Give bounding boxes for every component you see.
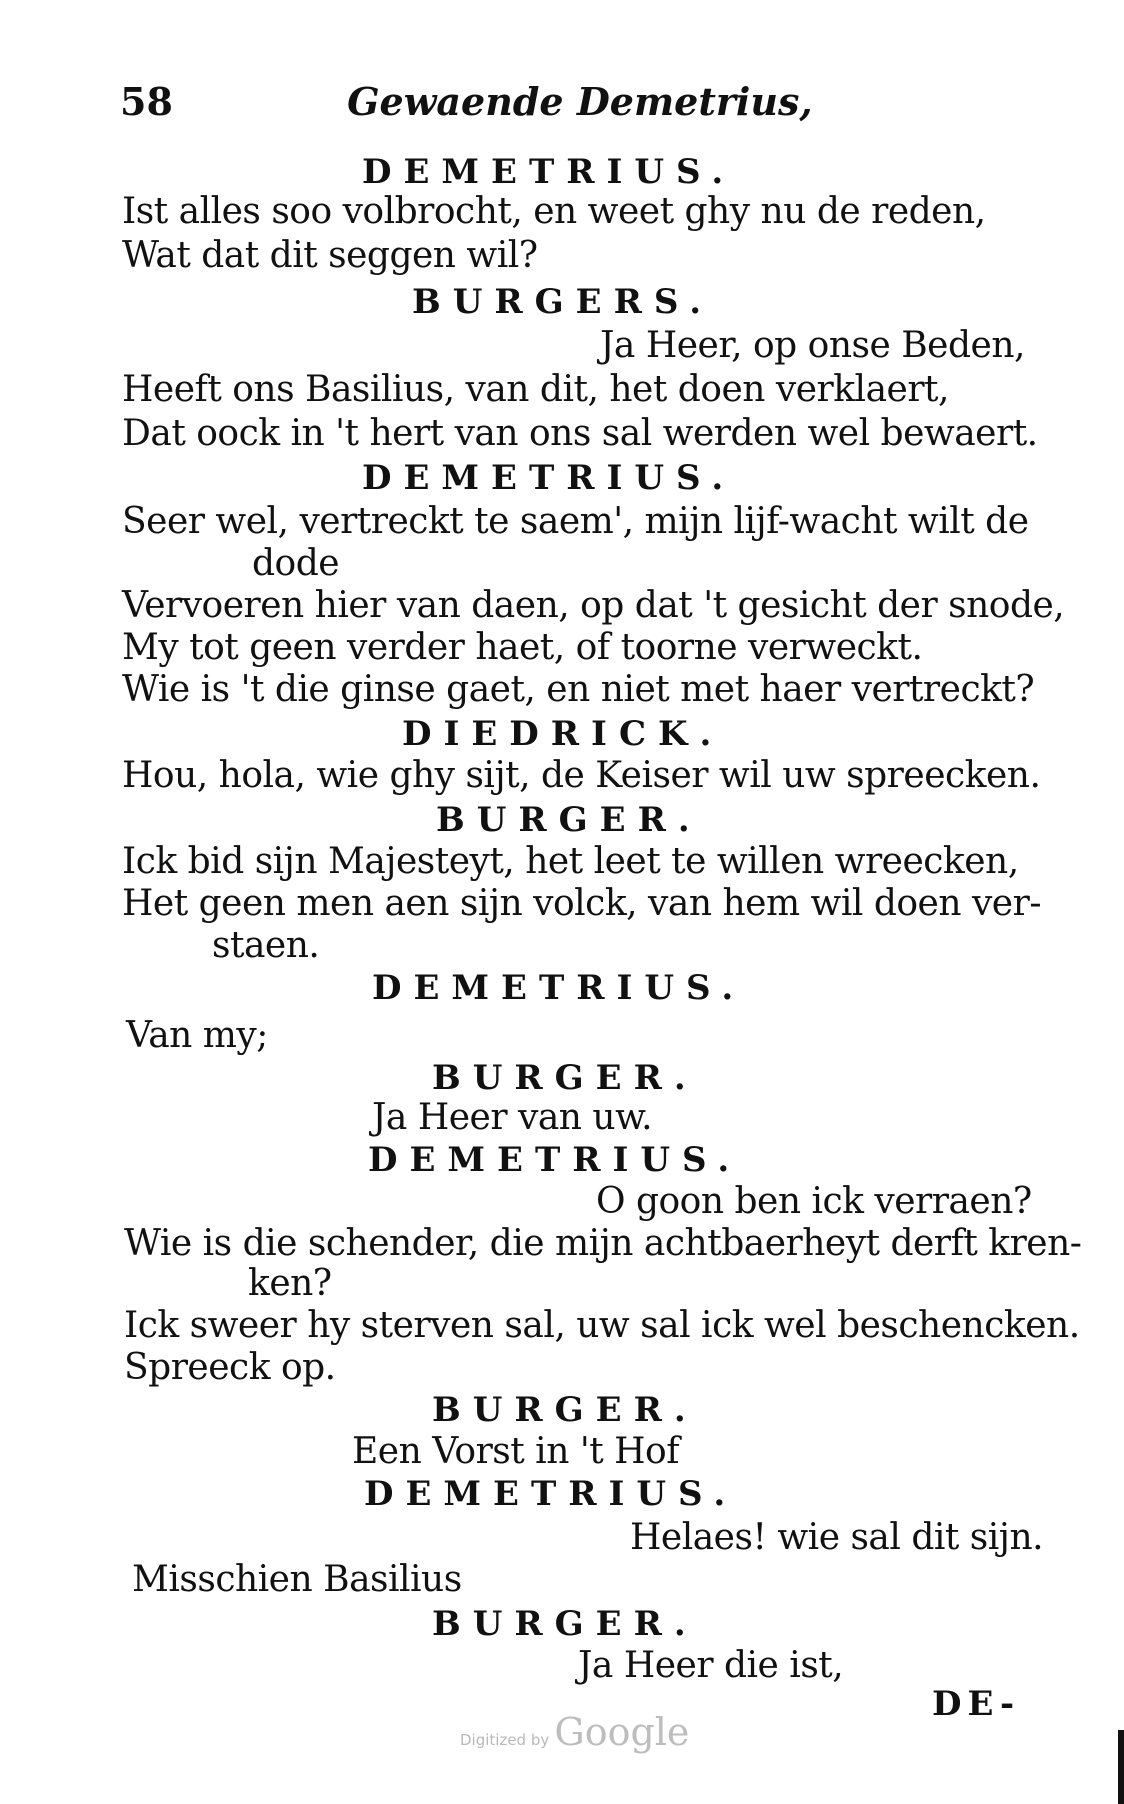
speaker-heading: BURGER. bbox=[432, 1058, 698, 1098]
verse-line: Ick bid sijn Majesteyt, het leet te willen wreecken, bbox=[122, 841, 1019, 882]
verse-line: Misschien Basilius bbox=[132, 1559, 462, 1600]
verse-line: Ja Heer van uw. bbox=[372, 1097, 653, 1138]
speaker-heading: BURGER. bbox=[436, 800, 702, 840]
verse-line: Helaes! wie sal dit sijn. bbox=[630, 1517, 1044, 1558]
verse-line: dode bbox=[252, 543, 340, 584]
verse-line: Vervoeren hier van daen, op dat 't gesicht der snode, bbox=[122, 585, 1065, 626]
speaker-heading: BURGER. bbox=[432, 1390, 698, 1430]
verse-line: My tot geen verder haet, of toorne verweckt. bbox=[122, 627, 923, 668]
verse-line: Van my; bbox=[126, 1015, 268, 1056]
google-logo: Google bbox=[554, 1710, 690, 1754]
speaker-heading: DEMETRIUS. bbox=[362, 458, 736, 498]
speaker-heading: DIEDRICK. bbox=[402, 714, 724, 754]
verse-line: Spreeck op. bbox=[124, 1347, 336, 1388]
verse-line: Ick sweer hy sterven sal, uw sal ick wel beschencken. bbox=[124, 1305, 1080, 1346]
verse-line: Hou, hola, wie ghy sijt, de Keiser wil uw spreecken. bbox=[122, 755, 1041, 796]
speaker-heading: DEMETRIUS. bbox=[364, 1474, 738, 1514]
speaker-heading: DEMETRIUS. bbox=[368, 1140, 742, 1180]
verse-line: Een Vorst in 't Hof bbox=[352, 1431, 680, 1472]
page-number: 58 bbox=[120, 79, 173, 124]
page-edge-mark bbox=[1118, 1730, 1124, 1804]
verse-line: Ja Heer, op onse Beden, bbox=[600, 325, 1025, 366]
speaker-heading: DEMETRIUS. bbox=[372, 968, 746, 1008]
verse-line: Dat oock in 't hert van ons sal werden wel bewaert. bbox=[122, 413, 1038, 454]
verse-line: Het geen men aen sijn volck, van hem wil doen ver- bbox=[122, 883, 1041, 924]
verse-line: Ja Heer die ist, bbox=[578, 1645, 844, 1686]
running-title: Gewaende Demetrius, bbox=[347, 79, 813, 124]
watermark-prefix: Digitized by bbox=[460, 1731, 550, 1749]
verse-line: Ist alles soo volbrocht, en weet ghy nu de reden, bbox=[122, 191, 986, 232]
verse-line: Wie is 't die ginse gaet, en niet met haer vertreckt? bbox=[122, 669, 1035, 710]
verse-line: Seer wel, vertreckt te saem', mijn lijf-wacht wilt de bbox=[122, 501, 1029, 542]
speaker-heading: BURGERS. bbox=[412, 282, 714, 322]
verse-line: Wat dat dit seggen wil? bbox=[122, 235, 538, 276]
page-header bbox=[120, 80, 813, 124]
speaker-heading: BURGER. bbox=[432, 1604, 698, 1644]
verse-line: staen. bbox=[212, 925, 320, 966]
digitized-watermark bbox=[460, 1710, 689, 1754]
speaker-heading: DEMETRIUS. bbox=[362, 152, 736, 192]
verse-line: ken? bbox=[248, 1263, 332, 1304]
verse-line: Wie is die schender, die mijn achtbaerheyt derft kren- bbox=[124, 1223, 1082, 1264]
catchword: DE- bbox=[932, 1684, 1021, 1724]
verse-line: Heeft ons Basilius, van dit, het doen verklaert, bbox=[122, 369, 949, 410]
verse-line: O goon ben ick verraen? bbox=[596, 1181, 1032, 1222]
